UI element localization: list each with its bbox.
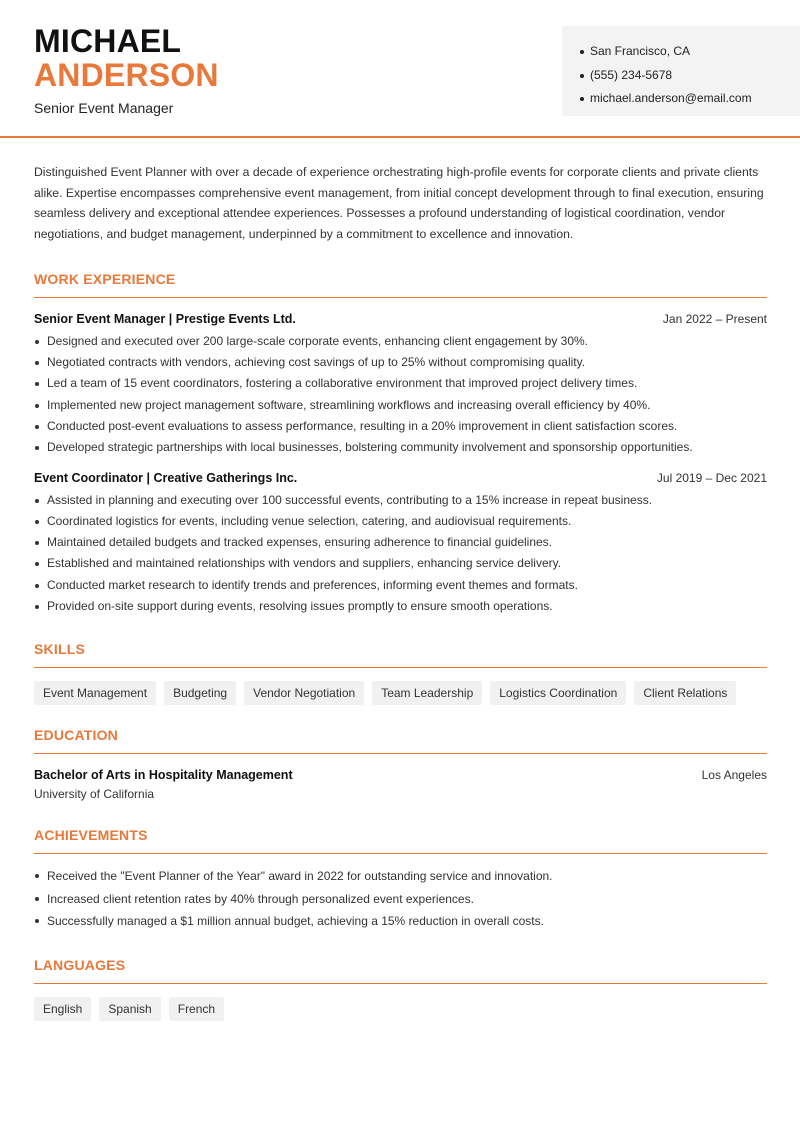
job-bullet: Designed and executed over 200 large-scale corporate events, enhancing client engagement by 30%. (34, 331, 767, 352)
skill-tag: Event Management (34, 681, 156, 705)
job-bullets (34, 331, 767, 459)
achievement-item: Increased client retention rates by 40% through personalized event experiences. (34, 888, 767, 911)
section-heading-achievements: ACHIEVEMENTS (34, 827, 767, 854)
last-name: ANDERSON (34, 57, 219, 93)
job-dates: Jan 2022 – Present (662, 311, 767, 326)
contact-list (580, 40, 782, 111)
language-tag: Spanish (99, 997, 160, 1021)
language-tag: English (34, 997, 91, 1021)
job-bullet: Conducted post-event evaluations to assess performance, resulting in a 20% improvement in client satisfaction scores. (34, 416, 767, 437)
job-bullet: Led a team of 15 event coordinators, fostering a collaborative environment that improved project delivery times. (34, 373, 767, 394)
job-title: Senior Event Manager | Prestige Events Ltd. (34, 311, 296, 326)
contact-box (562, 26, 800, 116)
achievement-item: Successfully managed a $1 million annual budget, achieving a 15% reduction in overall costs. (34, 910, 767, 933)
skills-list (34, 681, 767, 705)
contact-phone: (555) 234-5678 (580, 64, 782, 88)
job-bullet: Established and maintained relationships with vendors and suppliers, enhancing service delivery. (34, 553, 767, 574)
section-heading-languages: LANGUAGES (34, 957, 767, 984)
job-header (34, 312, 767, 326)
skills-section (34, 641, 767, 705)
job-bullet: Developed strategic partnerships with local businesses, bolstering community involvement and sponsorship opportunities. (34, 437, 767, 458)
contact-location: San Francisco, CA (580, 40, 782, 64)
job-dates: Jul 2019 – Dec 2021 (656, 470, 767, 485)
skill-tag: Team Leadership (372, 681, 482, 705)
resume-body (34, 162, 767, 1021)
language-tag: French (169, 997, 224, 1021)
education-location: Los Angeles (701, 768, 767, 783)
education-section (34, 727, 767, 801)
job-bullet: Maintained detailed budgets and tracked expenses, ensuring adherence to financial guidelines. (34, 532, 767, 553)
job-title: Event Coordinator | Creative Gatherings Inc. (34, 470, 298, 485)
achievements-section (34, 827, 767, 933)
resume-header (0, 0, 800, 138)
job-header (34, 471, 767, 485)
contact-email[interactable]: michael.anderson@email.com (580, 87, 782, 111)
education-header (34, 768, 767, 782)
first-name: MICHAEL (34, 23, 182, 59)
achievements-list (34, 865, 767, 933)
education-entry (34, 768, 767, 801)
languages-section (34, 957, 767, 1021)
job-bullet: Provided on-site support during events, resolving issues promptly to ensure smooth operations. (34, 596, 767, 617)
skill-tag: Budgeting (164, 681, 236, 705)
candidate-name (34, 24, 219, 92)
professional-summary: Distinguished Event Planner with over a decade of experience orchestrating high-profile events for corporate clients and private clients alike. Expertise encompasses comprehensive event management, from initial concept development through to final execution, ensuring seamless delivery and exceptional attendee experiences. Possesses a profound understanding of logistical coordination, vendor negotiations, and budget management, underpinned by a commitment to excellence and innovation. (34, 165, 764, 242)
job-bullet: Negotiated contracts with vendors, achieving cost savings of up to 25% without compromising quality. (34, 352, 767, 373)
work-experience-section (34, 271, 767, 618)
education-school: University of California (34, 787, 155, 802)
achievement-item: Received the "Event Planner of the Year" award in 2022 for outstanding service and innovation. (34, 865, 767, 888)
education-degree: Bachelor of Arts in Hospitality Management (34, 768, 293, 783)
section-heading-skills: SKILLS (34, 641, 767, 668)
candidate-title: Senior Event Manager (34, 100, 174, 116)
job-bullet: Coordinated logistics for events, including venue selection, catering, and audiovisual requirements. (34, 511, 767, 532)
job-entry (34, 312, 767, 459)
section-heading-work: WORK EXPERIENCE (34, 271, 767, 298)
job-bullet: Assisted in planning and executing over 100 successful events, contributing to a 15% increase in repeat business. (34, 490, 767, 511)
job-entry (34, 471, 767, 618)
skill-tag: Vendor Negotiation (244, 681, 364, 705)
skill-tag: Logistics Coordination (490, 681, 626, 705)
job-bullet: Conducted market research to identify trends and preferences, informing event themes and formats. (34, 575, 767, 596)
skill-tag: Client Relations (634, 681, 736, 705)
job-bullets (34, 490, 767, 618)
job-bullet: Implemented new project management software, streamlining workflows and increasing overall efficiency by 40%. (34, 395, 767, 416)
languages-list (34, 997, 767, 1021)
section-heading-education: EDUCATION (34, 727, 767, 754)
